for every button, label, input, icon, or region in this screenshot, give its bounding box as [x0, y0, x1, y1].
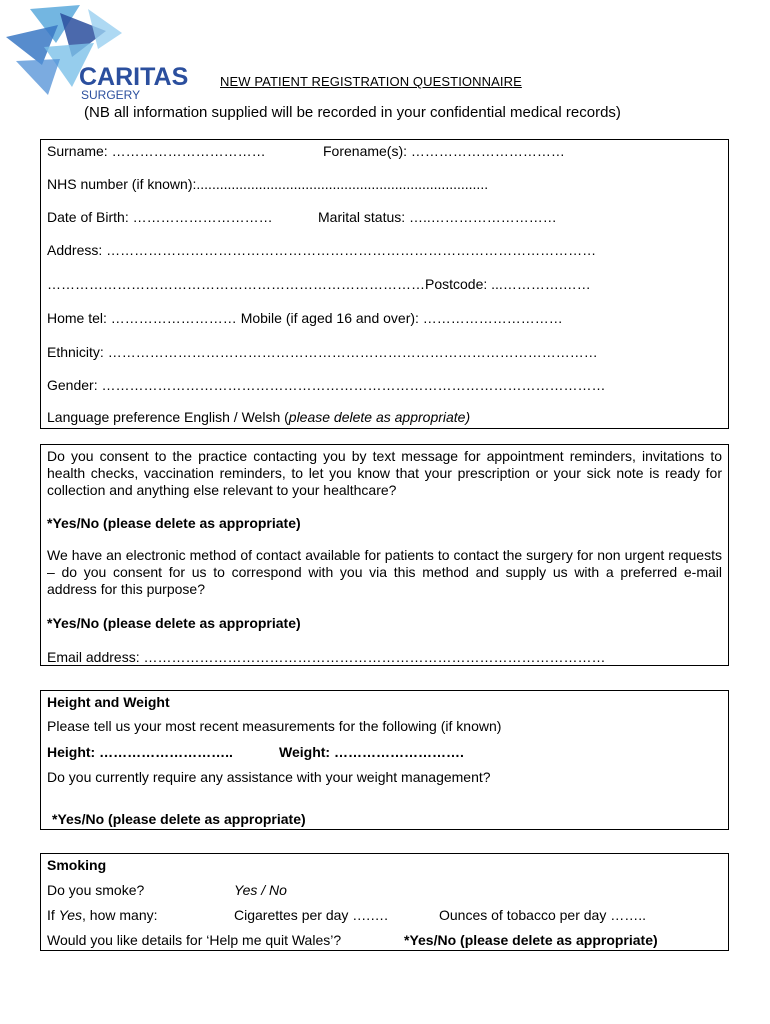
smoking-box — [40, 853, 729, 951]
language-preference-note: please delete as appropriate) — [288, 409, 471, 425]
address-postcode-line[interactable]: ………………………………………………………………………Postcode: ...………….…… — [47, 276, 591, 292]
personal-details-box — [40, 139, 729, 429]
email-consent-question: We have an electronic method of contact available for patients to contact the surgery for non urgent requests – do you consent for us to correspond with you via this method and supply us with a preferred e-mail address for this purpose? — [47, 547, 722, 597]
weight-assistance-yes-no[interactable]: *Yes/No (please delete as appropriate) — [52, 811, 306, 827]
tobacco-per-day-field[interactable]: Ounces of tobacco per day …….. — [439, 907, 646, 923]
how-many-yes: Yes — [58, 907, 83, 923]
how-many-prefix: If — [47, 907, 59, 923]
smoke-yes-no[interactable]: Yes / No — [234, 882, 287, 898]
cigarettes-per-day-field[interactable]: Cigarettes per day ….…. — [234, 907, 389, 923]
height-weight-box — [40, 690, 729, 830]
email-address-field[interactable]: Email address: ……………………………………………………………………………………… — [47, 649, 606, 665]
date-of-birth-field[interactable]: Date of Birth: ………………………… — [47, 209, 273, 225]
email-consent-yes-no[interactable]: *Yes/No (please delete as appropriate) — [47, 615, 301, 631]
how-many-question — [47, 907, 158, 923]
logo-name: CARITAS — [79, 63, 189, 91]
text-consent-yes-no[interactable]: *Yes/No (please delete as appropriate) — [47, 515, 301, 531]
weight-assistance-question: Do you currently require any assistance with your weight management? — [47, 769, 491, 785]
ethnicity-field[interactable]: Ethnicity: …………………………………………………………………………………………… — [47, 344, 598, 360]
height-weight-heading: Height and Weight — [47, 694, 170, 710]
telephone-field[interactable]: Home tel: ……………………… Mobile (if aged 16 and over): ………………………… — [47, 310, 563, 326]
height-field[interactable]: Height: ……………………….. — [47, 744, 233, 760]
address-field-line-1[interactable]: Address: …………………………………………………………………………………………… — [47, 242, 597, 258]
nhs-number-field[interactable]: NHS number (if known):........................................................................... — [47, 176, 489, 192]
smoking-heading: Smoking — [47, 857, 107, 873]
help-me-quit-question: Would you like details for ‘Help me quit Wales’? — [47, 932, 342, 948]
page-title: NEW PATIENT REGISTRATION QUESTIONNAIRE — [220, 74, 522, 89]
weight-field[interactable]: Weight: ………………………. — [279, 744, 464, 760]
forename-field[interactable]: Forename(s): …………………………… — [323, 143, 565, 159]
help-me-quit-yes-no[interactable]: *Yes/No (please delete as appropriate) — [404, 932, 658, 948]
consent-box — [40, 444, 729, 666]
text-message-consent-question: Do you consent to the practice contacting you by text message for appointment reminders, invitations to health checks, vaccination reminders, to let you know that your prescription or your sick note is ready for collection and anything else relevant to your healthcare? — [47, 448, 722, 498]
surname-field[interactable]: Surname: …………………………… — [47, 143, 266, 159]
gender-field[interactable]: Gender: ……………………………………………………………………………………………… — [47, 377, 606, 393]
logo-subname: SURGERY — [81, 88, 141, 102]
height-weight-intro: Please tell us your most recent measurements for the following (if known) — [47, 718, 502, 734]
language-preference[interactable] — [47, 409, 470, 425]
marital-status-field[interactable]: Marital status: …..……………………… — [318, 209, 557, 225]
how-many-suffix: , how many: — [82, 907, 158, 923]
language-preference-label: Language preference English / Welsh ( — [47, 409, 289, 425]
page-subtitle: (NB all information supplied will be recorded in your confidential medical records) — [84, 104, 621, 121]
smoke-question: Do you smoke? — [47, 882, 145, 898]
caritas-surgery-logo — [2, 3, 207, 103]
